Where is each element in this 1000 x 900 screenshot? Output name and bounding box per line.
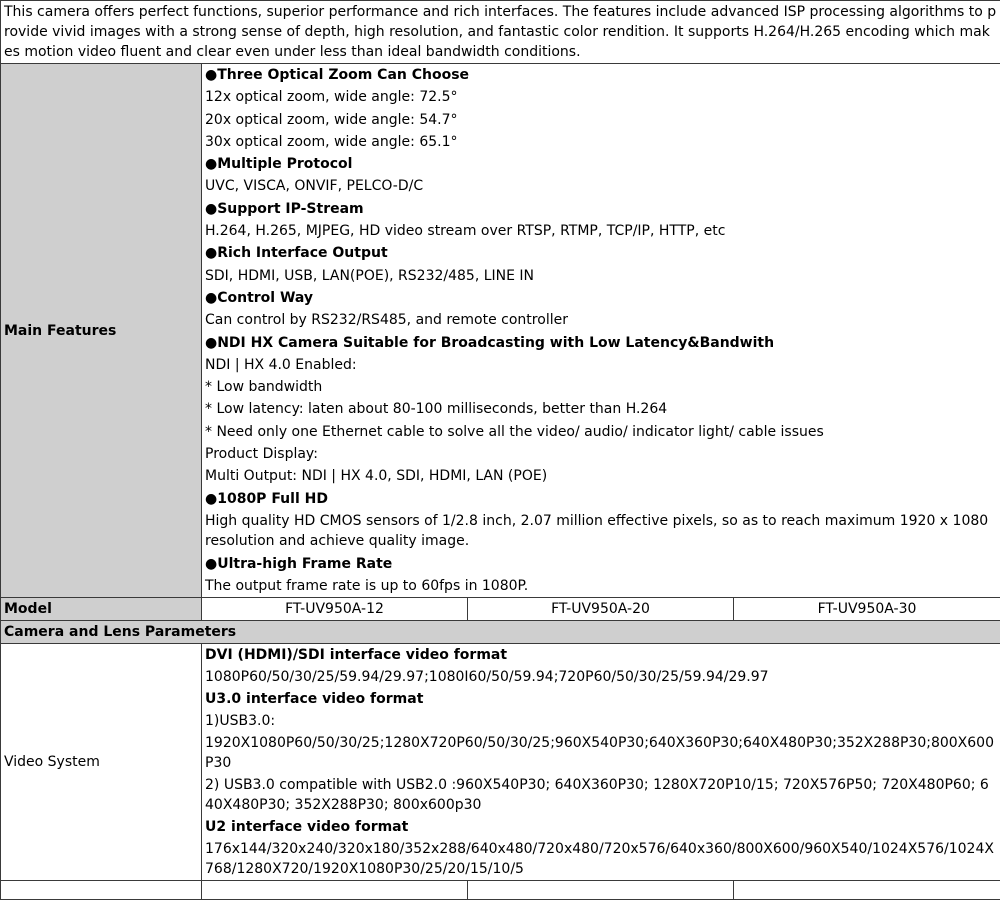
main-features-content	[202, 64, 1000, 598]
cut-off-row	[1, 881, 1000, 900]
feature-line: 12x optical zoom, wide angle: 72.5°	[202, 86, 1000, 108]
video-format-line: 176x144/320x240/320x180/352x288/640x480/720x480/720x576/640x360/800X600/960X540/1024X576/1024X768/1280X720/1920X1080P30/25/20/15/10/5	[202, 838, 1000, 880]
model-row	[1, 598, 1000, 621]
cut-off-cell	[468, 881, 734, 900]
feature-line: Product Display:	[202, 443, 1000, 465]
video-format-heading: U2 interface video format	[202, 816, 1000, 838]
model-value-30: FT-UV950A-30	[734, 598, 1000, 621]
video-format-line: 1080P60/50/30/25/59.94/29.97;1080I60/50/59.94;720P60/50/30/25/59.94/29.97	[202, 666, 1000, 688]
section-header: Camera and Lens Parameters	[1, 621, 1000, 644]
feature-heading: ●Ultra-high Frame Rate	[202, 553, 1000, 575]
video-format-heading: U3.0 interface video format	[202, 688, 1000, 710]
video-system-row	[1, 644, 1000, 881]
feature-line: SDI, HDMI, USB, LAN(POE), RS232/485, LINE IN	[202, 265, 1000, 287]
cut-off-cell	[202, 881, 468, 900]
feature-heading: ●Control Way	[202, 287, 1000, 309]
section-header-row	[1, 621, 1000, 644]
intro-text: This camera offers perfect functions, superior performance and rich interfaces. The features include advanced ISP processing algorithms to provide vivid images with a strong sense of depth, high resolution, and fantastic color rendition. It supports H.264/H.265 encoding which makes motion video fluent and clear even under less than ideal bandwidth conditions.	[1, 1, 1000, 64]
feature-line: The output frame rate is up to 60fps in 1080P.	[202, 575, 1000, 597]
feature-line: 20x optical zoom, wide angle: 54.7°	[202, 109, 1000, 131]
model-value-12: FT-UV950A-12	[202, 598, 468, 621]
feature-heading: ●Support IP-Stream	[202, 198, 1000, 220]
feature-line: * Low bandwidth	[202, 376, 1000, 398]
feature-line: * Need only one Ethernet cable to solve all the video/ audio/ indicator light/ cable issues	[202, 421, 1000, 443]
main-features-row	[1, 64, 1000, 598]
video-system-label: Video System	[1, 644, 202, 881]
feature-line: Multi Output: NDI | HX 4.0, SDI, HDMI, LAN (POE)	[202, 465, 1000, 487]
feature-line: NDI | HX 4.0 Enabled:	[202, 354, 1000, 376]
feature-heading: ●NDI HX Camera Suitable for Broadcasting with Low Latency&Bandwith	[202, 332, 1000, 354]
model-value-20: FT-UV950A-20	[468, 598, 734, 621]
video-format-heading: DVI (HDMI)/SDI interface video format	[202, 644, 1000, 666]
feature-line: * Low latency: laten about 80-100 milliseconds, better than H.264	[202, 398, 1000, 420]
model-label: Model	[1, 598, 202, 621]
video-format-line: 2) USB3.0 compatible with USB2.0 :960X540P30; 640X360P30; 1280X720P10/15; 720X576P50; 720X480P60; 640X480P30; 352X288P30; 800x600p30	[202, 774, 1000, 816]
feature-heading: ●1080P Full HD	[202, 488, 1000, 510]
main-features-label: Main Features	[1, 64, 202, 598]
feature-heading: ●Multiple Protocol	[202, 153, 1000, 175]
feature-line: UVC, VISCA, ONVIF, PELCO-D/C	[202, 175, 1000, 197]
feature-heading: ●Rich Interface Output	[202, 242, 1000, 264]
feature-line: Can control by RS232/RS485, and remote controller	[202, 309, 1000, 331]
video-format-line: 1)USB3.0:	[202, 710, 1000, 732]
feature-line: High quality HD CMOS sensors of 1/2.8 inch, 2.07 million effective pixels, so as to reach maximum 1920 x 1080 resolution and achieve quality image.	[202, 510, 1000, 553]
feature-line: H.264, H.265, MJPEG, HD video stream over RTSP, RTMP, TCP/IP, HTTP, etc	[202, 220, 1000, 242]
video-system-content	[202, 644, 1000, 881]
cut-off-cell	[734, 881, 1000, 900]
intro-row	[1, 1, 1000, 64]
cut-off-cell	[1, 881, 202, 900]
feature-heading: ●Three Optical Zoom Can Choose	[202, 64, 1000, 86]
video-format-line: 1920X1080P60/50/30/25;1280X720P60/50/30/25;960X540P30;640X360P30;640X480P30;352X288P30;800X600P30	[202, 732, 1000, 774]
feature-line: 30x optical zoom, wide angle: 65.1°	[202, 131, 1000, 153]
